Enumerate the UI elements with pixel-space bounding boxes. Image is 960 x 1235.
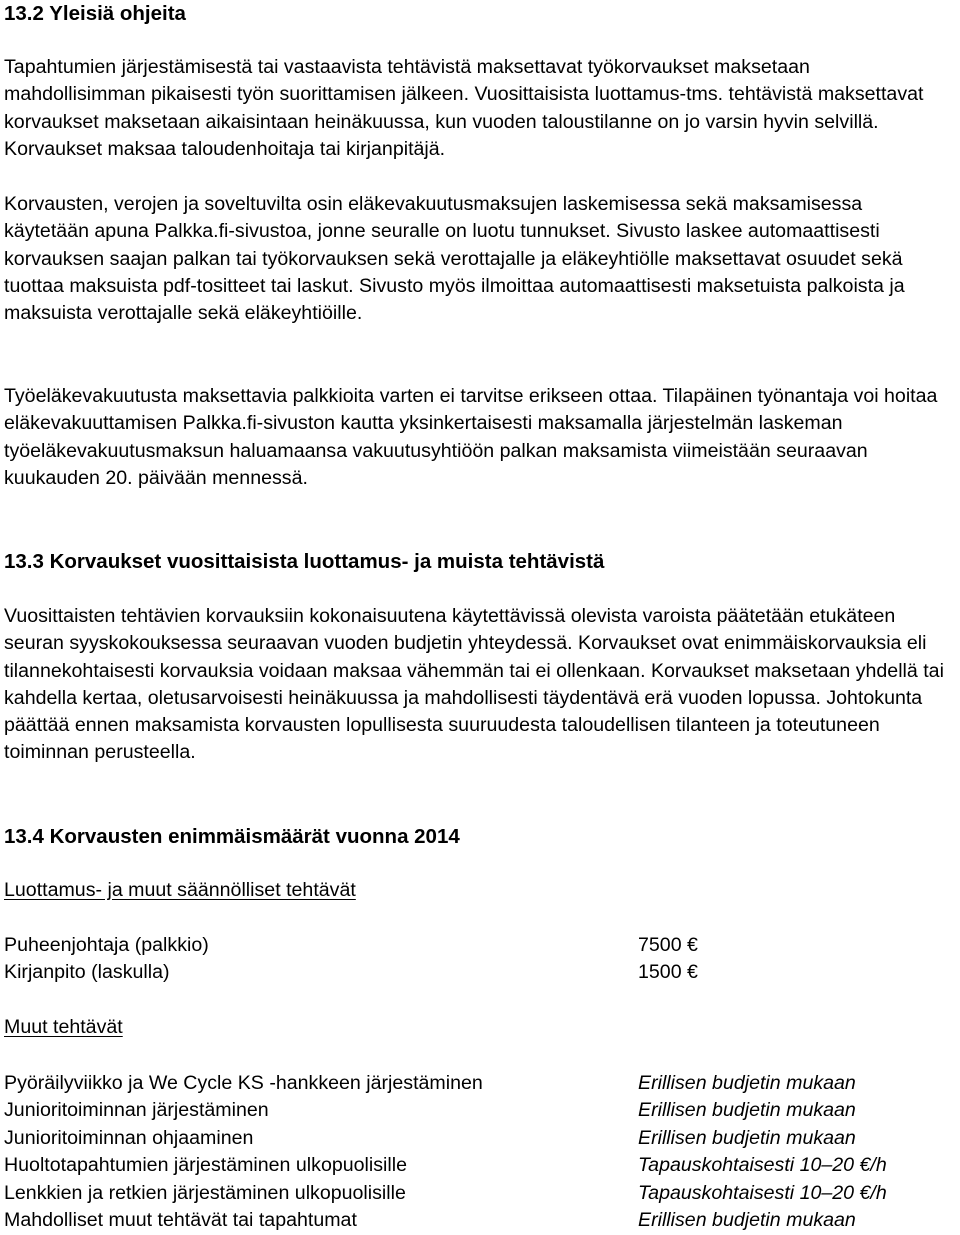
list-item — [4, 1125, 887, 1152]
item-value: Erillisen budjetin mukaan — [638, 1072, 856, 1094]
item-label: Kirjanpito (laskulla) — [4, 961, 170, 984]
section-13-2-paragraph-2: Korvausten, verojen ja soveltuvilta osin eläkevakuutusmaksujen laskemisessa sekä maksamisessa käytetään apuna Palkka.fi-sivustoa, jonne seuralle on luotu tunnukset. Sivusto laskee automaattisesti korvauksen saajan palkan tai työkorvauksen sekä verottajalle ja eläkeyhtiölle maksettavat osuudet sekä tuottaa maksuista pdf-tositteet tai laskut. Sivusto myös ilmoittaa automaattisesti maksetuista palkoista ja maksuista verottajalle sekä eläkeyhtiöille. — [4, 193, 905, 325]
list-item — [4, 1207, 887, 1234]
item-value: Erillisen budjetin mukaan — [638, 1126, 856, 1149]
item-label: Lenkkien ja retkien järjestäminen ulkopuolisille — [4, 1181, 406, 1204]
section-13-3-paragraph: Vuosittaisten tehtävien korvauksiin kokonaisuutena käytettävissä olevista varoista päätetään etukäteen seuran syyskokouksessa seuraavan vuoden budjetin yhteydessä. Korvaukset ovat enimmäiskorvauksia eli tilannekohtaisesti korvauksia voidaan maksaa vähemmän tai ei ollenkaan. Korvaukset maksetaan yhdellä tai kahdella kertaa, oletusarvoisesti heinäkuussa ja mahdollisesti täydentävä erä vuoden lopussa. Johtokunta päättää ennen maksamista korvausten lopullisesta suuruudesta taloudellisen tilanteen ja toteutuneen toiminnan perusteella. — [4, 605, 944, 764]
item-value: Erillisen budjetin mukaan — [638, 1209, 856, 1232]
regular-tasks-list — [4, 932, 698, 987]
item-value: Erillisen budjetin mukaan — [638, 1099, 856, 1122]
item-label: Pyöräilyviikko ja We Cycle KS -hankkeen järjestäminen — [4, 1072, 483, 1094]
regular-tasks-heading: Luottamus- ja muut säännölliset tehtävät — [4, 879, 356, 901]
item-label: Mahdolliset muut tehtävät tai tapahtumat — [4, 1209, 357, 1232]
list-item — [4, 1152, 887, 1179]
section-13-2-paragraph-1: Tapahtumien järjestämisestä tai vastaavista tehtävistä maksettavat työkorvaukset maksetaan mahdollisimman pikaisesti työn suorittamisen jälkeen. Vuosittaisista luottamus-tms. tehtävistä maksettavat korvaukset maksetaan aikaisintaan heinäkuussa, kun vuoden taloustilanne on jo varsin hyvin selvillä. Korvaukset maksaa taloudenhoitaja tai kirjanpitäjä. — [4, 56, 924, 160]
other-tasks-list — [4, 1070, 887, 1234]
section-13-3-title: 13.3 Korvaukset vuosittaisista luottamus- ja muista tehtävistä — [4, 550, 605, 573]
list-item — [4, 959, 698, 986]
item-value: Tapauskohtaisesti 10–20 €/h — [638, 1154, 887, 1177]
item-label: Puheenjohtaja (palkkio) — [4, 934, 209, 956]
section-13-4-title: 13.4 Korvausten enimmäismäärät vuonna 2014 — [4, 825, 460, 848]
section-13-2-title: 13.2 Yleisiä ohjeita — [4, 2, 186, 25]
section-13-2-paragraph-3: Työeläkevakuutusta maksettavia palkkioita varten ei tarvitse erikseen ottaa. Tilapäinen työnantaja voi hoitaa eläkevakuuttamisen Palkka.fi-sivuston kautta yksinkertaisesti maksamalla järjestelmän laskeman työeläkevakuutusmaksun haluamaansa vakuutusyhtiöön palkan maksamista viimeistään seuraavan kuukauden 20. päivään mennessä. — [4, 385, 938, 489]
item-value: Tapauskohtaisesti 10–20 €/h — [638, 1181, 887, 1204]
list-item — [4, 1097, 887, 1124]
item-value: 7500 € — [638, 934, 698, 956]
item-value: 1500 € — [638, 961, 698, 984]
list-item — [4, 932, 698, 959]
item-label: Junioritoiminnan järjestäminen — [4, 1099, 269, 1122]
item-label: Junioritoiminnan ohjaaminen — [4, 1126, 254, 1149]
other-tasks-heading: Muut tehtävät — [4, 1016, 123, 1038]
item-label: Huoltotapahtumien järjestäminen ulkopuolisille — [4, 1154, 407, 1177]
list-item — [4, 1180, 887, 1207]
list-item — [4, 1070, 887, 1097]
